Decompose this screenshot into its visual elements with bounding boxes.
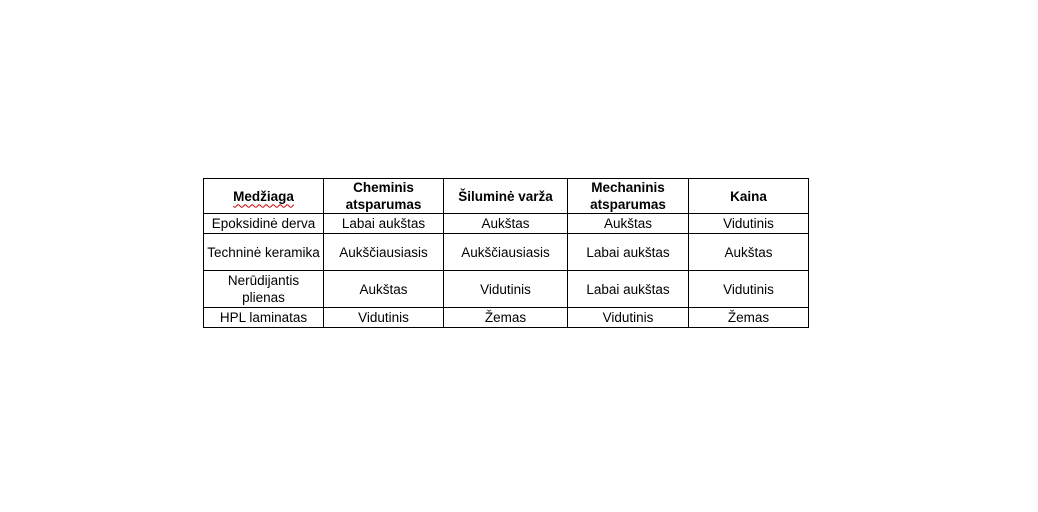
cell-chemical: Vidutinis xyxy=(324,308,444,328)
column-header-chemical-resistance: Cheminis atsparumas xyxy=(324,179,444,214)
table-row xyxy=(204,214,809,234)
column-header-thermal-resistance: Šiluminė varža xyxy=(444,179,568,214)
cell-thermal: Aukštas xyxy=(444,214,568,234)
column-header-mechanical-resistance: Mechaninis atsparumas xyxy=(568,179,689,214)
cell-mechanical: Labai aukštas xyxy=(568,234,689,271)
materials-table xyxy=(203,178,809,328)
cell-price: Vidutinis xyxy=(689,271,809,308)
cell-material: Nerūdijantis plienas xyxy=(204,271,324,308)
column-header-material xyxy=(204,179,324,214)
cell-mechanical: Aukštas xyxy=(568,214,689,234)
cell-thermal: Aukščiausiasis xyxy=(444,234,568,271)
table-row xyxy=(204,271,809,308)
cell-chemical: Aukštas xyxy=(324,271,444,308)
column-header-price: Kaina xyxy=(689,179,809,214)
cell-chemical: Labai aukštas xyxy=(324,214,444,234)
table-row xyxy=(204,308,809,328)
cell-price: Vidutinis xyxy=(689,214,809,234)
misspelled-word: Medžiaga xyxy=(233,188,294,204)
cell-material: Techninė keramika xyxy=(204,234,324,271)
cell-thermal: Vidutinis xyxy=(444,271,568,308)
table-row xyxy=(204,234,809,271)
materials-table-container xyxy=(203,178,809,328)
cell-material: Epoksidinė derva xyxy=(204,214,324,234)
cell-material: HPL laminatas xyxy=(204,308,324,328)
cell-mechanical: Labai aukštas xyxy=(568,271,689,308)
cell-price: Žemas xyxy=(689,308,809,328)
cell-thermal: Žemas xyxy=(444,308,568,328)
cell-chemical: Aukščiausiasis xyxy=(324,234,444,271)
cell-price: Aukštas xyxy=(689,234,809,271)
header-row xyxy=(204,179,809,214)
cell-mechanical: Vidutinis xyxy=(568,308,689,328)
